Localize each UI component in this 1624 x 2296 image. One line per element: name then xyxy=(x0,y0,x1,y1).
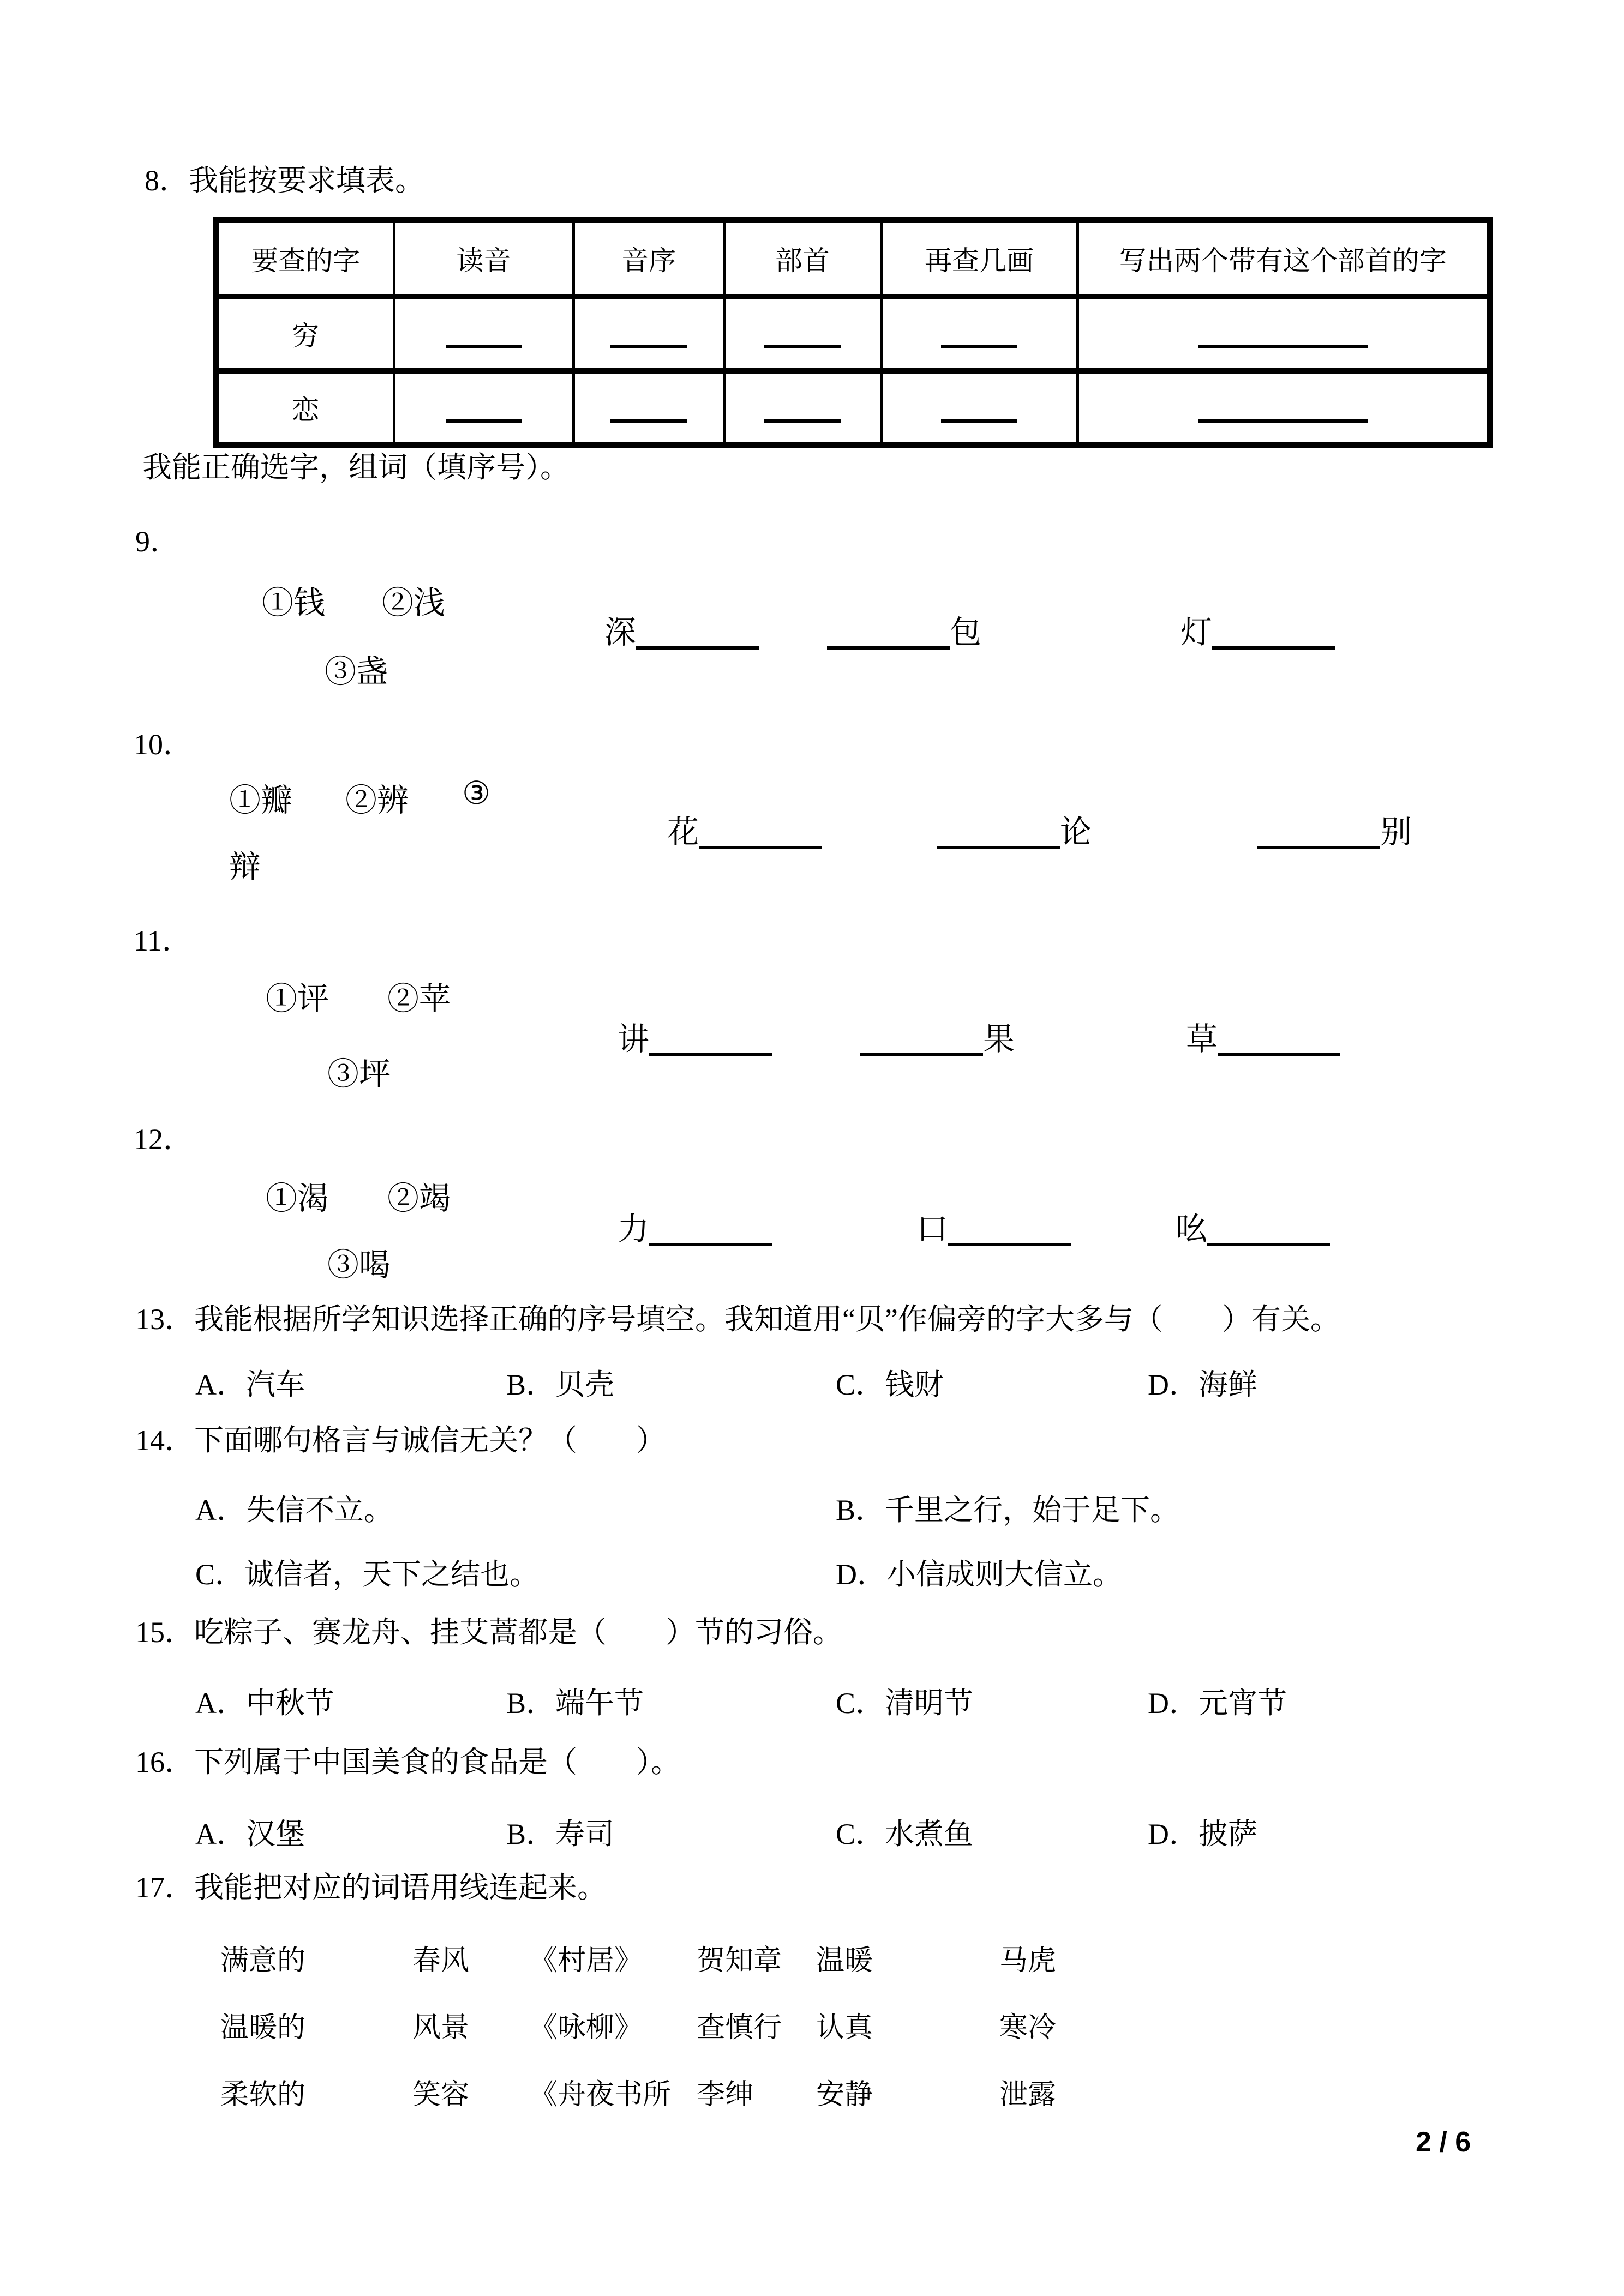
option-text: 失信不立。 xyxy=(246,1494,393,1526)
q17-r2-poet: 查慎行 xyxy=(697,2012,782,2043)
fill-post: 论 xyxy=(1060,814,1092,850)
answer-blank xyxy=(1198,345,1368,348)
q8-subtitle: 我能正确选字，组词（填序号）。 xyxy=(142,451,570,484)
table-header-char: 要查的字 xyxy=(216,220,394,297)
fill-pre: 吆 xyxy=(1176,1211,1208,1247)
q10-fill-3 xyxy=(1257,806,1412,852)
fill-blank xyxy=(827,616,950,650)
table-cell-char: 穷 xyxy=(216,297,394,371)
fill-pre: 深 xyxy=(604,615,637,650)
answer-blank xyxy=(941,419,1017,423)
table-cell-blank xyxy=(881,371,1077,445)
option-text: 元宵节 xyxy=(1198,1687,1287,1720)
option-text: 海鲜 xyxy=(1198,1368,1257,1401)
answer-blank xyxy=(446,419,522,423)
table-header-radical: 部首 xyxy=(724,220,881,297)
q15-option-c xyxy=(836,1680,973,1722)
table-cell-blank xyxy=(394,297,573,371)
fill-blank xyxy=(1207,1213,1330,1246)
q17-r3-noun: 笑容 xyxy=(412,2079,470,2111)
table-cell-blank xyxy=(573,371,724,445)
q10-choice-2: ②辨 xyxy=(345,783,409,818)
q17-r2-antonym: 寒冷 xyxy=(999,2012,1057,2043)
q15-number: 15． xyxy=(135,1616,194,1649)
answer-blank xyxy=(610,419,687,423)
option-label: C． xyxy=(195,1558,245,1591)
fill-pre: 草 xyxy=(1186,1021,1218,1057)
option-text: 千里之行，始于足下。 xyxy=(885,1494,1180,1526)
q10-choice-3-wrapped-char: 辩 xyxy=(229,849,261,885)
option-text: 汽车 xyxy=(246,1368,305,1401)
option-text: 汉堡 xyxy=(246,1818,305,1850)
q17-r1-word: 温暖 xyxy=(816,1945,873,1976)
q17-r2-poem-title: 《咏柳》 xyxy=(529,2012,643,2043)
q16-option-c xyxy=(836,1811,973,1853)
fill-post: 果 xyxy=(983,1021,1015,1057)
q9-fill-1 xyxy=(604,606,759,652)
option-label: B． xyxy=(836,1494,885,1526)
answer-blank xyxy=(764,419,841,423)
table-cell-blank xyxy=(724,297,881,371)
fill-post: 包 xyxy=(950,615,982,650)
table-header-strokes: 再查几画 xyxy=(881,220,1077,297)
option-label: A． xyxy=(195,1494,246,1526)
fill-blank xyxy=(937,816,1060,849)
fill-blank xyxy=(948,1213,1071,1246)
fill-blank xyxy=(649,1023,772,1056)
option-label: B． xyxy=(506,1687,556,1720)
q15-option-b xyxy=(506,1680,644,1722)
q9-fill-2 xyxy=(827,606,981,652)
q17-r2-word: 认真 xyxy=(816,2012,873,2043)
q15-question xyxy=(135,1615,842,1649)
q12-choice-2: ②竭 xyxy=(387,1181,451,1216)
q13-option-d xyxy=(1148,1361,1257,1403)
answer-blank xyxy=(941,345,1017,348)
answer-blank xyxy=(1198,419,1368,423)
q14-option-a xyxy=(195,1487,393,1529)
q13-question xyxy=(135,1302,1340,1336)
q15-option-d xyxy=(1148,1680,1287,1722)
fill-blank xyxy=(636,616,759,650)
q9-choice-3: ③盏 xyxy=(325,654,388,689)
option-label: D． xyxy=(1148,1368,1198,1401)
q17-number: 17． xyxy=(135,1871,194,1904)
table-cell-blank xyxy=(1077,371,1490,445)
q17-r2-noun: 风景 xyxy=(412,2012,470,2043)
q12-number: 12． xyxy=(134,1123,193,1156)
q12-choice-3: ③喝 xyxy=(327,1247,391,1283)
option-label: B． xyxy=(506,1818,556,1850)
option-text: 钱财 xyxy=(885,1368,944,1401)
fill-blank xyxy=(860,1023,983,1056)
q11-fill-2 xyxy=(860,1013,1015,1059)
table-cell-char: 恋 xyxy=(216,371,394,445)
q14-option-b xyxy=(836,1487,1179,1529)
answer-blank xyxy=(610,345,687,348)
q16-option-d xyxy=(1148,1811,1257,1853)
q14-option-d xyxy=(836,1551,1122,1593)
table-row xyxy=(216,297,1490,371)
option-text: 水煮鱼 xyxy=(885,1818,974,1850)
q16-option-b xyxy=(506,1811,614,1853)
q9-choice-2: ②浅 xyxy=(382,585,446,621)
option-text: 寿司 xyxy=(555,1818,615,1850)
option-text: 中秋节 xyxy=(246,1687,334,1720)
option-label: A． xyxy=(195,1687,246,1720)
fill-blank xyxy=(699,816,822,849)
q15-text: 吃粽子、赛龙舟、挂艾蒿都是（ ）节的习俗。 xyxy=(194,1616,842,1649)
q9-fill-3 xyxy=(1180,606,1335,652)
table-cell-blank xyxy=(573,297,724,371)
q13-text: 我能根据所学知识选择正确的序号填空。我知道用“贝”作偏旁的字大多与（ ）有关。 xyxy=(194,1303,1340,1336)
option-text: 诚信者，天下之结也。 xyxy=(244,1558,540,1591)
option-text: 披萨 xyxy=(1198,1818,1257,1850)
option-label: D． xyxy=(1148,1687,1198,1720)
option-text: 贝壳 xyxy=(555,1368,615,1401)
table-cell-blank xyxy=(724,371,881,445)
fill-pre: 讲 xyxy=(618,1021,650,1057)
fill-blank xyxy=(1212,616,1335,650)
q11-choice-1: ①评 xyxy=(266,981,329,1017)
q17-r3-adjective: 柔软的 xyxy=(220,2079,306,2111)
option-label: A． xyxy=(195,1368,246,1401)
q10-choice-1: ①瓣 xyxy=(229,783,293,818)
q15-option-a xyxy=(195,1680,334,1722)
table-cell-blank xyxy=(1077,297,1490,371)
q17-text: 我能把对应的词语用线连起来。 xyxy=(194,1871,607,1904)
option-label: C． xyxy=(836,1368,885,1401)
table-cell-blank xyxy=(881,297,1077,371)
q17-r3-word: 安静 xyxy=(816,2079,873,2111)
table-header-examples: 写出两个带有这个部首的字 xyxy=(1077,220,1490,297)
q10-choice-3: ③ xyxy=(462,776,490,811)
q14-text: 下面哪句格言与诚信无关？（ ） xyxy=(194,1424,666,1457)
option-label: A． xyxy=(195,1818,246,1850)
table-cell-blank xyxy=(394,371,573,445)
q13-option-b xyxy=(506,1361,614,1403)
option-label: B． xyxy=(506,1368,556,1401)
q8-number: 8． xyxy=(145,164,189,197)
q17-r1-adjective: 满意的 xyxy=(220,1945,306,1976)
q10-number: 10． xyxy=(134,728,193,761)
fill-blank xyxy=(649,1213,772,1246)
q16-question xyxy=(135,1745,680,1779)
fill-pre: 口 xyxy=(916,1211,949,1247)
q11-choice-3: ③坪 xyxy=(327,1056,391,1092)
q8-title-line xyxy=(145,164,424,197)
q9-choice-1: ①钱 xyxy=(262,585,326,621)
q10-fill-2 xyxy=(937,806,1092,852)
table-header-row xyxy=(216,220,1490,297)
q11-fill-1 xyxy=(618,1013,772,1059)
table-header-phonetic-order: 音序 xyxy=(573,220,724,297)
q13-option-a xyxy=(195,1361,305,1403)
option-label: D． xyxy=(1148,1818,1198,1850)
q14-option-c xyxy=(195,1551,539,1593)
q17-r1-antonym: 马虎 xyxy=(999,1945,1057,1976)
q12-fill-3 xyxy=(1176,1203,1330,1249)
q12-fill-2 xyxy=(916,1203,1071,1249)
fill-pre: 力 xyxy=(618,1211,650,1247)
q16-text: 下列属于中国美食的食品是（ ）。 xyxy=(194,1746,680,1778)
q17-r2-adjective: 温暖的 xyxy=(220,2012,306,2043)
fill-pre: 花 xyxy=(667,814,699,850)
q10-fill-1 xyxy=(667,806,822,852)
table-row xyxy=(216,371,1490,445)
q17-r3-antonym: 泄露 xyxy=(999,2079,1057,2111)
q17-r1-noun: 春风 xyxy=(412,1945,470,1976)
q17-question xyxy=(135,1871,607,1904)
q17-r1-poet: 贺知章 xyxy=(697,1945,782,1976)
q17-r3-poem-title: 《舟夜书所 xyxy=(529,2079,672,2111)
option-label: D． xyxy=(836,1558,886,1591)
table-header-pronunciation: 读音 xyxy=(394,220,573,297)
q14-question xyxy=(135,1423,666,1457)
option-text: 清明节 xyxy=(885,1687,974,1720)
fill-blank xyxy=(1257,816,1380,849)
q17-r3-poet: 李绅 xyxy=(697,2079,754,2111)
page-number: 2 / 6 xyxy=(1416,2126,1471,2158)
q13-number: 13． xyxy=(135,1303,194,1336)
fill-post: 别 xyxy=(1380,814,1412,850)
q16-option-a xyxy=(195,1811,305,1853)
q12-choice-1: ①渴 xyxy=(266,1181,329,1216)
q17-r1-poem-title: 《村居》 xyxy=(529,1945,643,1976)
q11-number: 11． xyxy=(134,924,191,957)
q14-number: 14． xyxy=(135,1424,194,1457)
option-text: 小信成则大信立。 xyxy=(886,1558,1122,1591)
q12-fill-1 xyxy=(618,1203,772,1249)
answer-blank xyxy=(446,345,522,348)
option-label: C． xyxy=(836,1818,885,1850)
fill-blank xyxy=(1218,1023,1340,1056)
option-label: C． xyxy=(836,1687,885,1720)
option-text: 端午节 xyxy=(555,1687,644,1720)
q16-number: 16． xyxy=(135,1746,194,1778)
fill-pre: 灯 xyxy=(1180,615,1213,650)
q8-dictionary-table xyxy=(213,217,1493,448)
q11-fill-3 xyxy=(1186,1013,1340,1059)
q13-option-c xyxy=(836,1361,944,1403)
q9-number: 9． xyxy=(135,525,179,558)
answer-blank xyxy=(764,345,841,348)
q11-choice-2: ②苹 xyxy=(387,981,451,1017)
q8-title: 我能按要求填表。 xyxy=(189,164,424,197)
